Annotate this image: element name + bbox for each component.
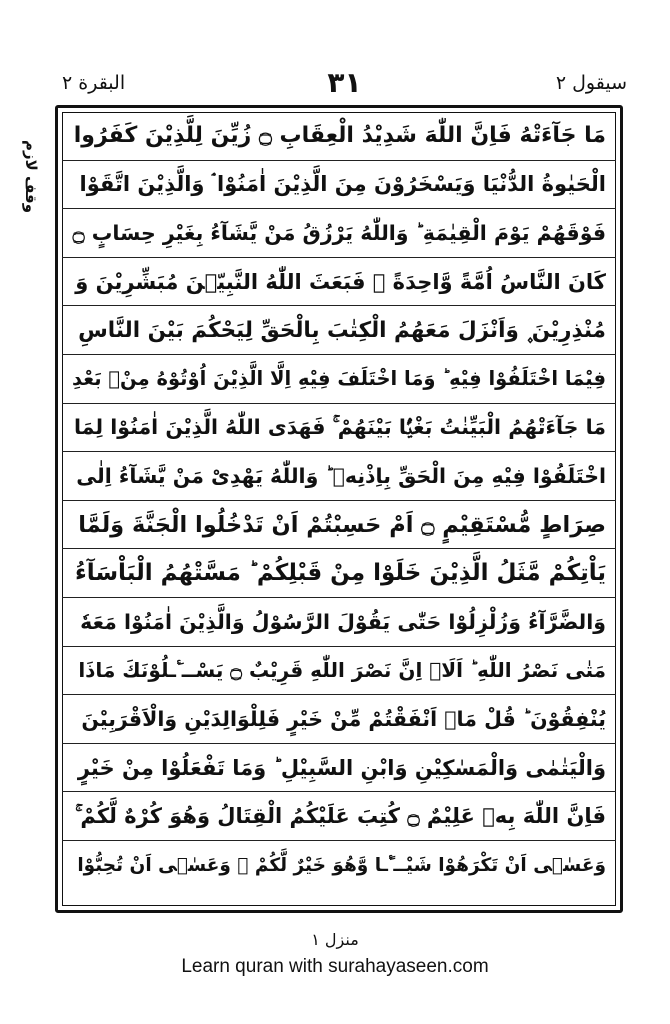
margin-waqf-note: وقف لازم <box>22 140 40 214</box>
text-line: مَا جَآءَتْهُ فَاِنَّ اللّٰهَ شَدِیْدُ الْعِقَابِ ۝ زُیِّنَ لِلَّذِیْنَ كَفَرُوا <box>62 112 616 161</box>
text-line: اخْتَلَفُوْا فِیْهِ مِنَ الْحَقِّ بِاِذْنِهٖ ؕ وَاللّٰهُ یَهْدِیْ مَنْ یَّشَآءُ اِلٰى <box>62 452 616 501</box>
text-line: صِرَاطٍ مُّسْتَقِیْمٍ ۝ اَمْ حَسِبْتُمْ اَنْ تَدْخُلُوا الْجَنَّةَ وَلَمَّا <box>62 501 616 550</box>
text-line: فَاِنَّ اللّٰهَ بِهٖ عَلِیْمٌ ۝ كُتِبَ عَلَیْكُمُ الْقِتَالُ وَهُوَ كُرْهٌ لَّكُمْ ۚ <box>62 792 616 841</box>
text-line: وَالْیَتٰمٰى وَالْمَسٰكِیْنِ وَابْنِ السَّبِیْلِ ؕ وَمَا تَفْعَلُوْا مِنْ خَیْرٍ <box>62 744 616 793</box>
text-line: مَتٰى نَصْرُ اللّٰهِ ؕ اَلَاۤ اِنَّ نَصْرَ اللّٰهِ قَرِیْبٌ ۝ یَسْــٴَـلُوْنَكَ مَاذَا <box>62 647 616 696</box>
site-credit: Learn quran with surahayaseen.com <box>181 956 489 977</box>
text-line: وَالضَّرَّآءُ وَزُلْزِلُوْا حَتّٰى یَقُوْلَ الرَّسُوْلُ وَالَّذِیْنَ اٰمَنُوْا مَعَهٗ <box>62 598 616 647</box>
text-line: وَعَسٰۤى اَنْ تَكْرَهُوْا شَیْــٴًـا وَّهُوَ خَیْرٌ لَّكُمْ ۚ وَعَسٰۤى اَنْ تُحِبُّوْا <box>77 854 606 876</box>
text-line: كَانَ النَّاسُ اُمَّةً وَّاحِدَةً ۫ فَبَعَثَ اللّٰهُ النَّبِیّٖنَ مُبَشِّرِیْنَ وَ <box>62 258 616 307</box>
page-number: ٣١ <box>327 66 362 99</box>
manzil-label: منزل ١ <box>311 930 359 949</box>
text-line: مُنْذِرِیْنَ ۪ وَاَنْزَلَ مَعَهُمُ الْكِتٰبَ بِالْحَقِّ لِیَحْكُمَ بَیْنَ النَّاسِ <box>62 306 616 355</box>
para-name: سیقول ٢ <box>555 72 627 94</box>
quran-text-block <box>62 112 616 890</box>
text-line: فِیْمَا اخْتَلَفُوْا فِیْهِ ؕ وَمَا اخْتَلَفَ فِیْهِ اِلَّا الَّذِیْنَ اُوْتُوْهُ مِنْۢ بَعْدِ <box>62 355 616 404</box>
surah-name: البقرة ٢ <box>62 72 126 94</box>
text-line: الْحَیٰوةُ الدُّنْیَا وَیَسْخَرُوْنَ مِنَ الَّذِیْنَ اٰمَنُوْا ۘ وَالَّذِیْنَ اتَّقَوْا <box>62 161 616 210</box>
text-line: مَا جَآءَتْهُمُ الْبَیِّنٰتُ بَغْیًۢا بَیْنَهُمْ ۚ فَهَدَى اللّٰهُ الَّذِیْنَ اٰمَنُوْا لِمَا <box>62 404 616 453</box>
text-line: یُنْفِقُوْنَ ؕ قُلْ مَاۤ اَنْفَقْتُمْ مِّنْ خَیْرٍ فَلِلْوَالِدَیْنِ وَالْاَقْرَبِیْنَ <box>62 695 616 744</box>
text-line: یَاْتِكُمْ مَّثَلُ الَّذِیْنَ خَلَوْا مِنْ قَبْلِكُمْ ؕ مَسَّتْهُمُ الْبَاْسَآءُ <box>62 549 616 598</box>
text-line: فَوْقَهُمْ یَوْمَ الْقِیٰمَةِ ؕ وَاللّٰهُ یَرْزُقُ مَنْ یَّشَآءُ بِغَیْرِ حِسَابٍ ۝ <box>62 209 616 258</box>
page-header <box>62 66 627 102</box>
